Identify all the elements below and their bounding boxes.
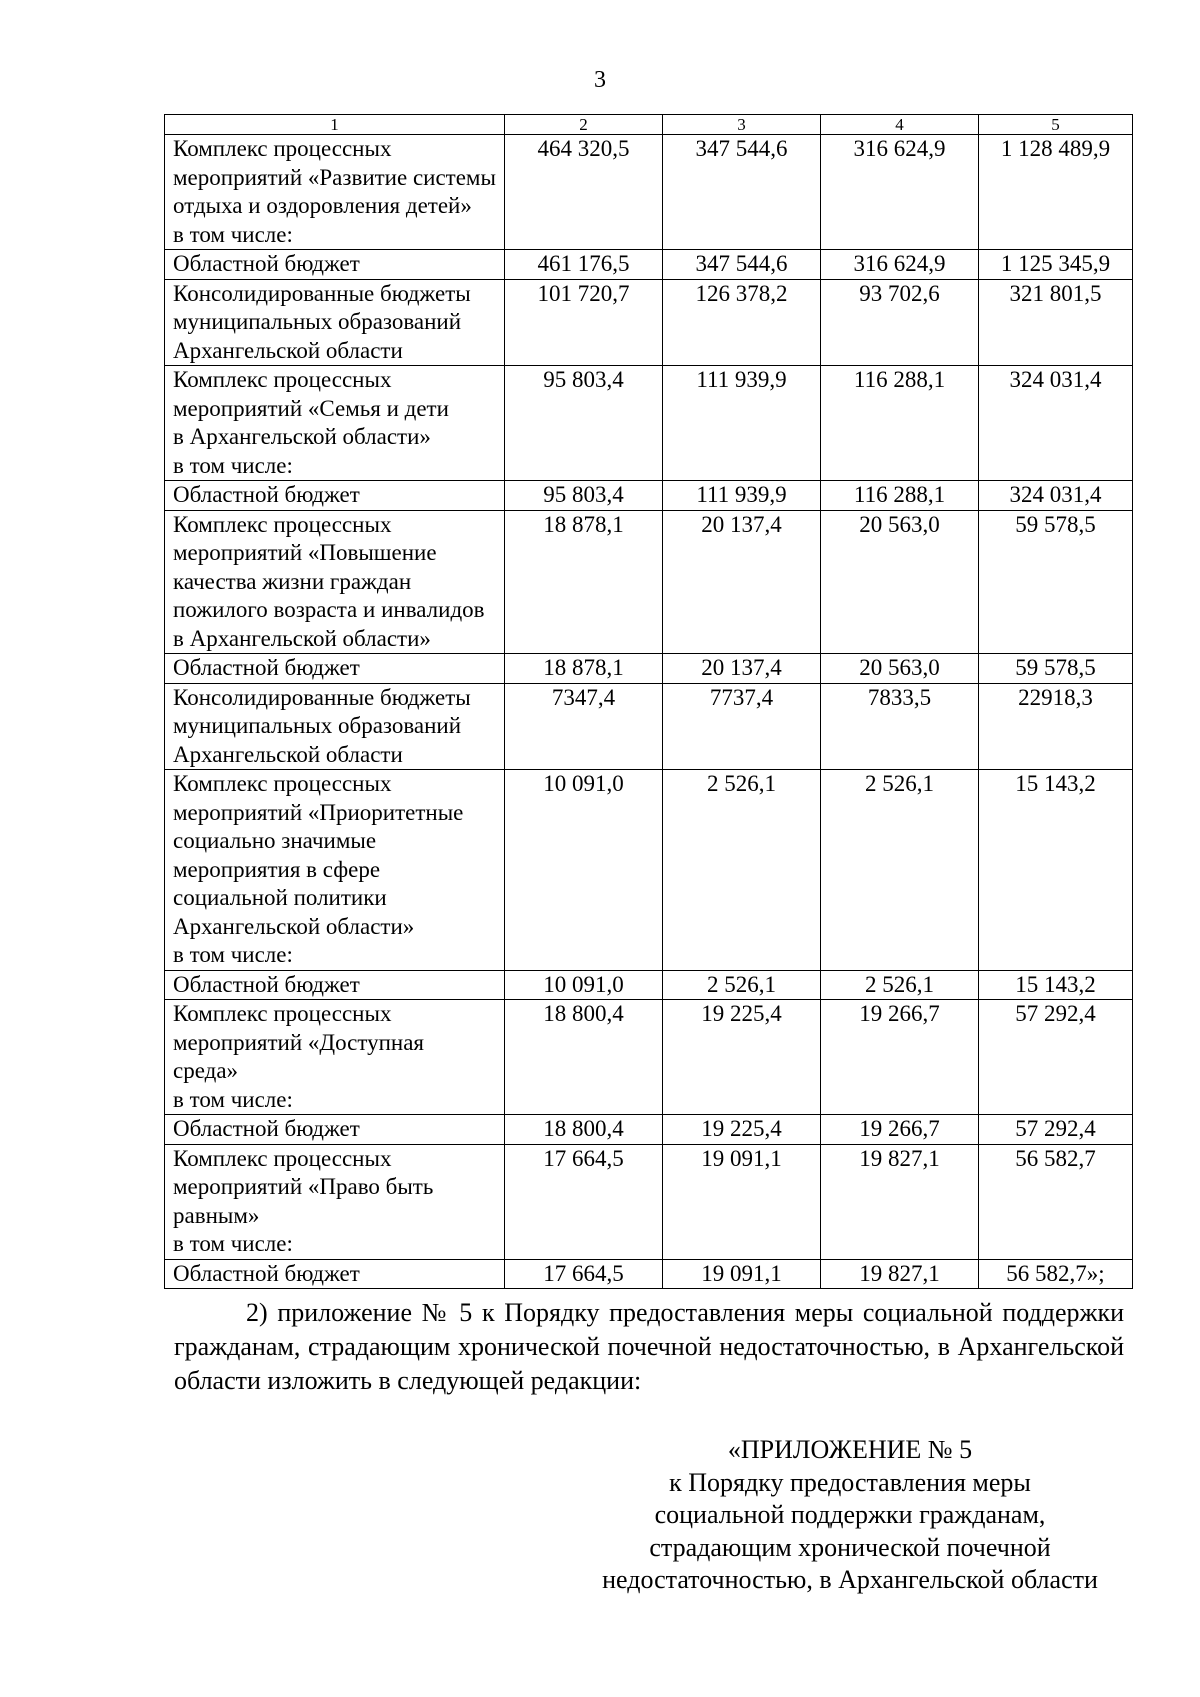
value-cell-col-4: 19 266,7: [821, 1115, 979, 1145]
value-cell-col-4: 316 624,9: [821, 135, 979, 250]
table-row: [165, 654, 1133, 684]
value-cell-col-4: 20 563,0: [821, 510, 979, 654]
row-label-line: Областной бюджет: [173, 1260, 360, 1286]
row-label: [165, 250, 505, 280]
value-cell-col-2: 464 320,5: [505, 135, 663, 250]
table-row: [165, 683, 1133, 770]
row-label: [165, 481, 505, 511]
value-cell-col-5: 57 292,4: [979, 1115, 1133, 1145]
row-label-line: в том числе:: [173, 452, 293, 478]
column-number-1: 1: [165, 115, 505, 135]
value-cell-col-2: 10 091,0: [505, 770, 663, 971]
row-label-line: Областной бюджет: [173, 971, 360, 997]
row-label: [165, 683, 505, 770]
value-cell-col-2: 10 091,0: [505, 970, 663, 1000]
value-cell-col-4: 20 563,0: [821, 654, 979, 684]
table-row: [165, 366, 1133, 481]
table-row: [165, 510, 1133, 654]
row-label-line: в том числе:: [173, 1086, 293, 1112]
row-label-line: пожилого возраста и инвалидов: [173, 597, 485, 622]
row-label-line: Консолидированные бюджеты: [173, 684, 471, 710]
value-cell-col-3: 19 225,4: [663, 1000, 821, 1115]
table-row: [165, 1259, 1133, 1289]
appendix-heading: [560, 1434, 1140, 1597]
value-cell-col-4: 116 288,1: [821, 481, 979, 511]
row-label-line: Комплекс процессных: [173, 771, 392, 796]
row-label: [165, 1000, 505, 1115]
value-cell-col-5: 57 292,4: [979, 1000, 1133, 1115]
column-number-2: 2: [505, 115, 663, 135]
page-number: 3: [594, 67, 606, 93]
value-cell-col-3: 126 378,2: [663, 279, 821, 366]
row-label-line: в том числе:: [173, 221, 293, 247]
row-label-line: среда»: [173, 1058, 239, 1083]
row-label-line: Комплекс процессных: [173, 367, 392, 392]
value-cell-col-2: 101 720,7: [505, 279, 663, 366]
value-cell-col-3: 7737,4: [663, 683, 821, 770]
value-cell-col-4: 19 266,7: [821, 1000, 979, 1115]
value-cell-col-5: 1 125 345,9: [979, 250, 1133, 280]
value-cell-col-2: 461 176,5: [505, 250, 663, 280]
row-label-line: социально значимые: [173, 828, 377, 853]
table-row: [165, 970, 1133, 1000]
value-cell-col-5: 59 578,5: [979, 510, 1133, 654]
table-row: [165, 770, 1133, 971]
value-cell-col-2: 95 803,4: [505, 366, 663, 481]
row-label: [165, 1259, 505, 1289]
value-cell-col-4: 2 526,1: [821, 970, 979, 1000]
table-row: [165, 1144, 1133, 1259]
value-cell-col-2: 18 878,1: [505, 654, 663, 684]
value-cell-col-4: 316 624,9: [821, 250, 979, 280]
row-label: [165, 135, 505, 250]
budget-table-body: [165, 115, 1133, 1289]
column-number-3: 3: [663, 115, 821, 135]
row-label-line: Областной бюджет: [173, 655, 360, 680]
appendix-heading-line: социальной поддержки гражданам,: [654, 1500, 1046, 1529]
amendment-paragraph: 2) приложение № 5 к Порядку предоставления меры социальной поддержки гражданам, страдающим хронической почечной недостаточностью, в Архангельской области изложить в следующей редакции:: [174, 1298, 1124, 1395]
value-cell-col-2: 18 800,4: [505, 1000, 663, 1115]
value-cell-col-5: 56 582,7»;: [979, 1259, 1133, 1289]
value-cell-col-5: 321 801,5: [979, 279, 1133, 366]
row-label-line: в том числе:: [173, 942, 293, 967]
row-label-line: Комплекс процессных: [173, 136, 392, 161]
row-label-line: муниципальных образований: [173, 309, 462, 334]
row-label-line: Архангельской области: [173, 741, 403, 767]
row-label: [165, 279, 505, 366]
value-cell-col-5: 56 582,7: [979, 1144, 1133, 1259]
row-label-line: мероприятий «Развитие системы: [173, 164, 496, 190]
row-label-line: Комплекс процессных: [173, 1145, 392, 1171]
row-label-line: мероприятий «Доступная: [173, 1029, 425, 1055]
appendix-heading-line: страдающим хронической почечной: [649, 1532, 1051, 1562]
row-label-line: Комплекс процессных: [173, 511, 392, 537]
row-label-line: в Архангельской области»: [173, 424, 431, 449]
value-cell-col-5: 15 143,2: [979, 970, 1133, 1000]
row-label: [165, 1115, 505, 1145]
value-cell-col-2: 7347,4: [505, 683, 663, 770]
value-cell-col-5: 324 031,4: [979, 481, 1133, 511]
value-cell-col-3: 19 225,4: [663, 1115, 821, 1145]
row-label-line: мероприятий «Повышение: [173, 540, 437, 565]
value-cell-col-5: 22918,3: [979, 683, 1133, 770]
value-cell-col-4: 19 827,1: [821, 1259, 979, 1289]
value-cell-col-5: 1 128 489,9: [979, 135, 1133, 250]
value-cell-col-4: 2 526,1: [821, 770, 979, 971]
row-label-line: мероприятий «Семья и дети: [173, 395, 449, 421]
budget-table: [164, 114, 1133, 1289]
value-cell-col-3: 19 091,1: [663, 1144, 821, 1259]
row-label-line: в том числе:: [173, 1231, 293, 1256]
row-label-line: Консолидированные бюджеты: [173, 280, 471, 306]
appendix-heading-line: «ПРИЛОЖЕНИЕ № 5: [727, 1435, 973, 1464]
row-label-line: качества жизни граждан: [173, 568, 412, 594]
column-number-4: 4: [821, 115, 979, 135]
row-label-line: отдыха и оздоровления детей»: [173, 193, 472, 218]
value-cell-col-4: 7833,5: [821, 683, 979, 770]
table-row: [165, 1115, 1133, 1145]
row-label: [165, 770, 505, 971]
row-label-line: равным»: [173, 1202, 260, 1228]
table-row: [165, 1000, 1133, 1115]
row-label: [165, 366, 505, 481]
value-cell-col-3: 111 939,9: [663, 481, 821, 511]
row-label-line: муниципальных образований: [173, 713, 462, 738]
table-row: [165, 279, 1133, 366]
row-label-line: Архангельской области: [173, 337, 403, 363]
value-cell-col-2: 18 800,4: [505, 1115, 663, 1145]
table-header-row: [165, 115, 1133, 135]
row-label-line: социальной политики: [173, 885, 387, 910]
value-cell-col-3: 347 544,6: [663, 135, 821, 250]
value-cell-col-3: 2 526,1: [663, 770, 821, 971]
table-row: [165, 250, 1133, 280]
value-cell-col-2: 17 664,5: [505, 1144, 663, 1259]
row-label-line: Областной бюджет: [173, 251, 360, 276]
row-label-line: Комплекс процессных: [173, 1001, 392, 1026]
row-label: [165, 970, 505, 1000]
row-label-line: мероприятия в сфере: [173, 856, 381, 882]
value-cell-col-5: 59 578,5: [979, 654, 1133, 684]
table-row: [165, 481, 1133, 511]
value-cell-col-5: 324 031,4: [979, 366, 1133, 481]
row-label-line: Архангельской области»: [173, 913, 415, 939]
row-label-line: Областной бюджет: [173, 1116, 360, 1141]
column-number-5: 5: [979, 115, 1133, 135]
value-cell-col-5: 15 143,2: [979, 770, 1133, 971]
value-cell-col-3: 20 137,4: [663, 654, 821, 684]
row-label-line: мероприятий «Приоритетные: [173, 799, 464, 825]
appendix-heading-line: недостаточностью, в Архангельской области: [602, 1565, 1098, 1594]
value-cell-col-2: 17 664,5: [505, 1259, 663, 1289]
value-cell-col-4: 93 702,6: [821, 279, 979, 366]
row-label-line: Областной бюджет: [173, 482, 360, 507]
value-cell-col-3: 2 526,1: [663, 970, 821, 1000]
value-cell-col-3: 347 544,6: [663, 250, 821, 280]
value-cell-col-4: 116 288,1: [821, 366, 979, 481]
value-cell-col-3: 19 091,1: [663, 1259, 821, 1289]
appendix-heading-line: к Порядку предоставления меры: [669, 1467, 1031, 1497]
table-row: [165, 135, 1133, 250]
value-cell-col-2: 18 878,1: [505, 510, 663, 654]
value-cell-col-3: 20 137,4: [663, 510, 821, 654]
row-label: [165, 1144, 505, 1259]
row-label-line: мероприятий «Право быть: [173, 1174, 434, 1199]
row-label: [165, 510, 505, 654]
value-cell-col-4: 19 827,1: [821, 1144, 979, 1259]
value-cell-col-2: 95 803,4: [505, 481, 663, 511]
row-label-line: в Архангельской области»: [173, 625, 431, 651]
value-cell-col-3: 111 939,9: [663, 366, 821, 481]
row-label: [165, 654, 505, 684]
